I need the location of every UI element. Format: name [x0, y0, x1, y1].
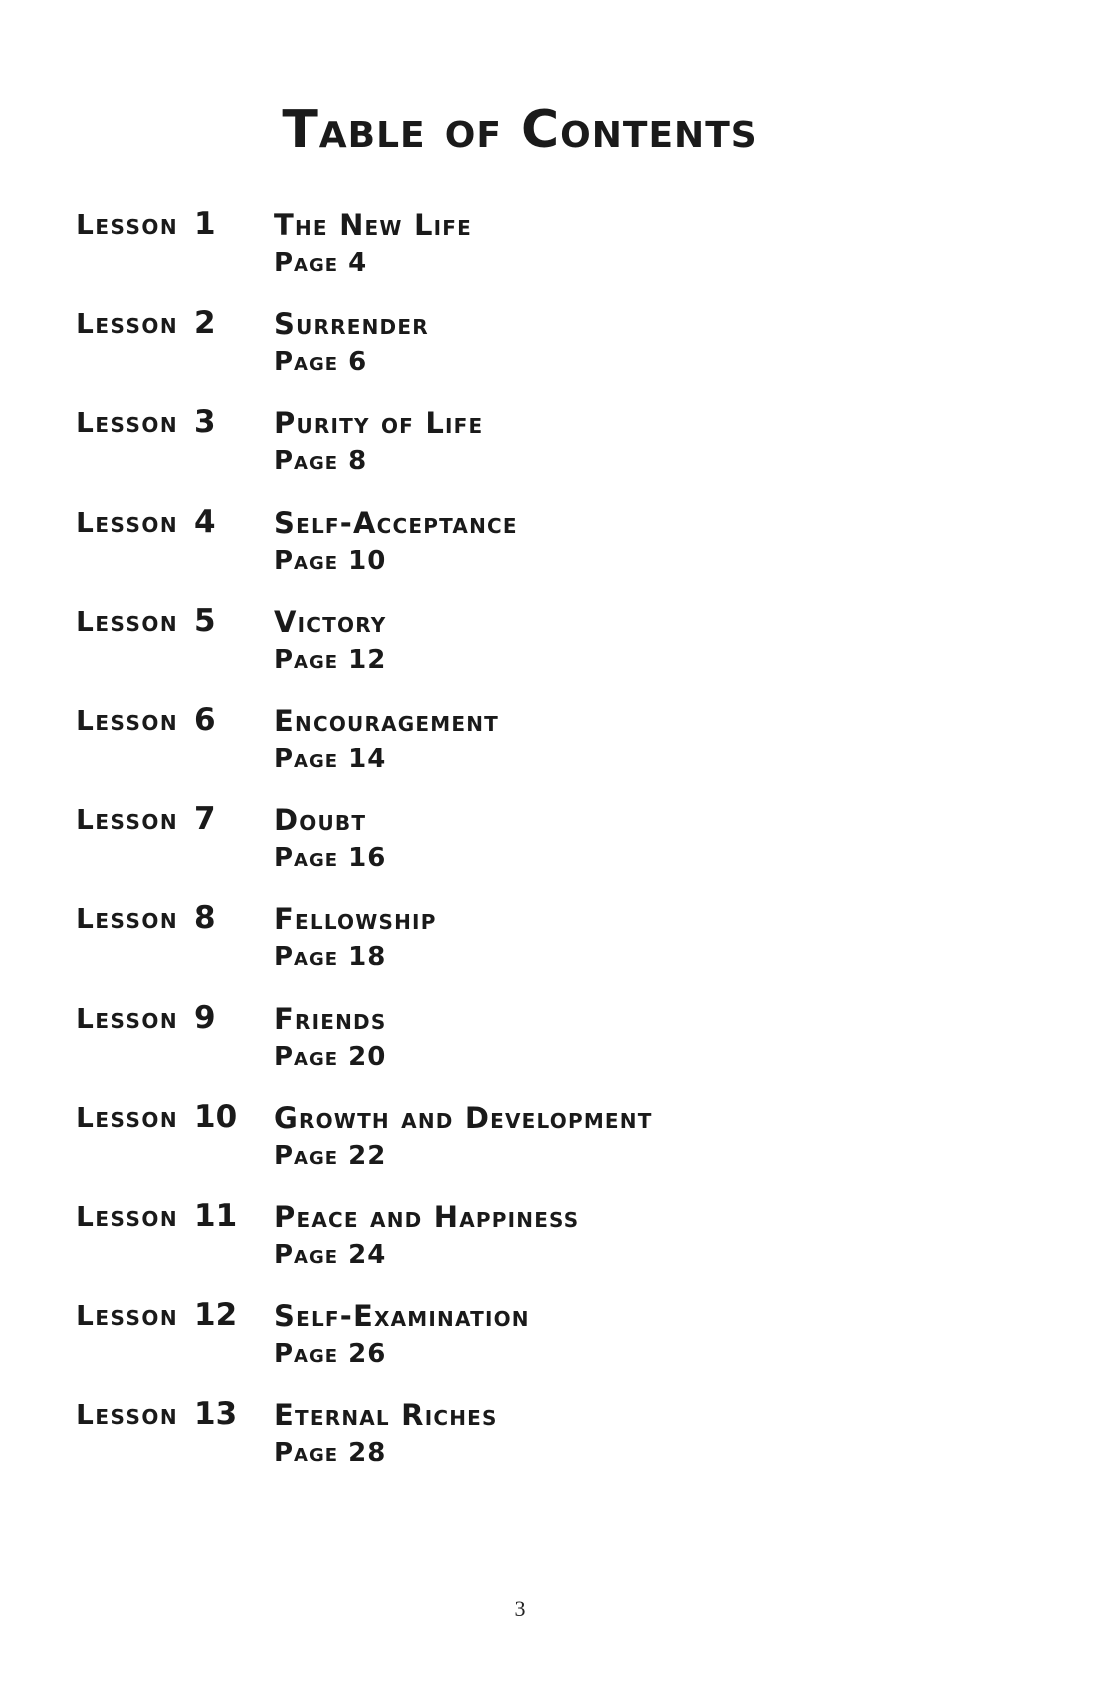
page-value: 8	[348, 446, 368, 477]
lesson-label: Lesson	[76, 604, 179, 638]
lesson-page-ref	[274, 446, 367, 476]
lesson-page-ref	[274, 942, 386, 972]
lesson-number: 10	[194, 1098, 238, 1135]
lesson-label: Lesson	[76, 703, 179, 737]
toc-entry	[76, 701, 976, 803]
lesson-page-ref	[274, 546, 386, 576]
lesson-label: Lesson	[76, 208, 179, 241]
lesson-page-ref	[274, 1438, 386, 1468]
lesson-title: Fellowship	[274, 902, 437, 937]
lesson-number: 5	[194, 602, 216, 639]
table-of-contents	[76, 208, 976, 1497]
lesson-title: Surrender	[274, 307, 429, 342]
toc-entry	[76, 999, 976, 1101]
page-label: Page	[274, 743, 339, 774]
page-value: 28	[348, 1438, 387, 1469]
toc-entry	[76, 1398, 976, 1497]
page-value: 20	[348, 1041, 387, 1072]
lesson-label: Lesson	[76, 1100, 179, 1134]
lesson-number: 13	[194, 1396, 238, 1433]
page-label: Page	[274, 1041, 339, 1072]
page-value: 22	[348, 1140, 387, 1171]
lesson-title: Victory	[274, 604, 387, 639]
lesson-page-ref	[274, 248, 367, 278]
lesson-title: Doubt	[274, 803, 367, 838]
lesson-title: Peace and Happiness	[274, 1199, 580, 1234]
toc-entry	[76, 803, 976, 902]
toc-entry	[76, 1098, 976, 1200]
lesson-number: 8	[194, 900, 216, 937]
lesson-label: Lesson	[76, 1001, 179, 1035]
lesson-label: Lesson	[76, 406, 179, 440]
lesson-title: The New Life	[274, 208, 473, 242]
lesson-label: Lesson	[76, 1299, 179, 1333]
lesson-number: 4	[194, 503, 216, 540]
lesson-page-ref	[274, 744, 386, 774]
page-title: Table of Contents	[282, 100, 758, 160]
lesson-title: Self-Acceptance	[274, 505, 518, 540]
page-value: 10	[348, 545, 387, 576]
page-value: 24	[348, 1239, 387, 1270]
page-label: Page	[274, 1339, 339, 1370]
lesson-label: Lesson	[76, 307, 179, 341]
lesson-label: Lesson	[76, 1398, 179, 1432]
lesson-number: 7	[194, 801, 216, 838]
lesson-title: Friends	[274, 1001, 387, 1036]
lesson-page-ref	[274, 1141, 386, 1171]
lesson-number: 2	[194, 305, 216, 342]
lesson-page-ref	[274, 843, 386, 873]
lesson-page-ref	[274, 1339, 386, 1369]
toc-entry	[76, 902, 976, 1001]
page-label: Page	[274, 446, 339, 477]
page-label: Page	[274, 545, 339, 576]
page-value: 16	[348, 843, 387, 874]
page-label: Page	[274, 644, 339, 675]
lesson-page-ref	[274, 1042, 386, 1072]
lesson-label: Lesson	[76, 803, 179, 837]
page-label: Page	[274, 1140, 339, 1171]
lesson-number: 1	[194, 206, 216, 242]
lesson-page-ref	[274, 1240, 386, 1270]
page-value: 12	[348, 644, 387, 675]
page-number: 3	[514, 1596, 526, 1621]
page-label: Page	[274, 942, 339, 973]
page-label: Page	[274, 347, 339, 378]
page-value: 26	[348, 1339, 387, 1370]
lesson-number: 6	[194, 701, 216, 738]
lesson-title: Purity of Life	[274, 406, 484, 441]
page-label: Page	[274, 248, 339, 278]
lesson-label: Lesson	[76, 505, 179, 539]
toc-entry	[76, 406, 976, 505]
page-value: 6	[348, 347, 368, 378]
page-label: Page	[274, 1438, 339, 1469]
toc-entry	[76, 1299, 976, 1398]
toc-entry	[76, 307, 976, 406]
lesson-title: Eternal Riches	[274, 1398, 498, 1433]
page-value: 4	[348, 248, 368, 278]
lesson-label: Lesson	[76, 1199, 179, 1233]
toc-entry	[76, 602, 976, 704]
lesson-page-ref	[274, 347, 367, 377]
lesson-number: 3	[194, 404, 216, 441]
page-value: 14	[348, 743, 387, 774]
lesson-title: Encouragement	[274, 703, 499, 738]
lesson-page-ref	[274, 645, 386, 675]
page-label: Page	[274, 843, 339, 874]
toc-entry	[76, 208, 976, 307]
lesson-title: Growth and Development	[274, 1100, 653, 1135]
toc-entry	[76, 1197, 976, 1299]
toc-entry	[76, 503, 976, 605]
lesson-number: 12	[194, 1297, 238, 1334]
lesson-title: Self-Examination	[274, 1299, 530, 1334]
page-value: 18	[348, 942, 387, 973]
lesson-label: Lesson	[76, 902, 179, 936]
lesson-number: 9	[194, 999, 216, 1036]
page-label: Page	[274, 1239, 339, 1270]
lesson-number: 11	[194, 1197, 238, 1234]
